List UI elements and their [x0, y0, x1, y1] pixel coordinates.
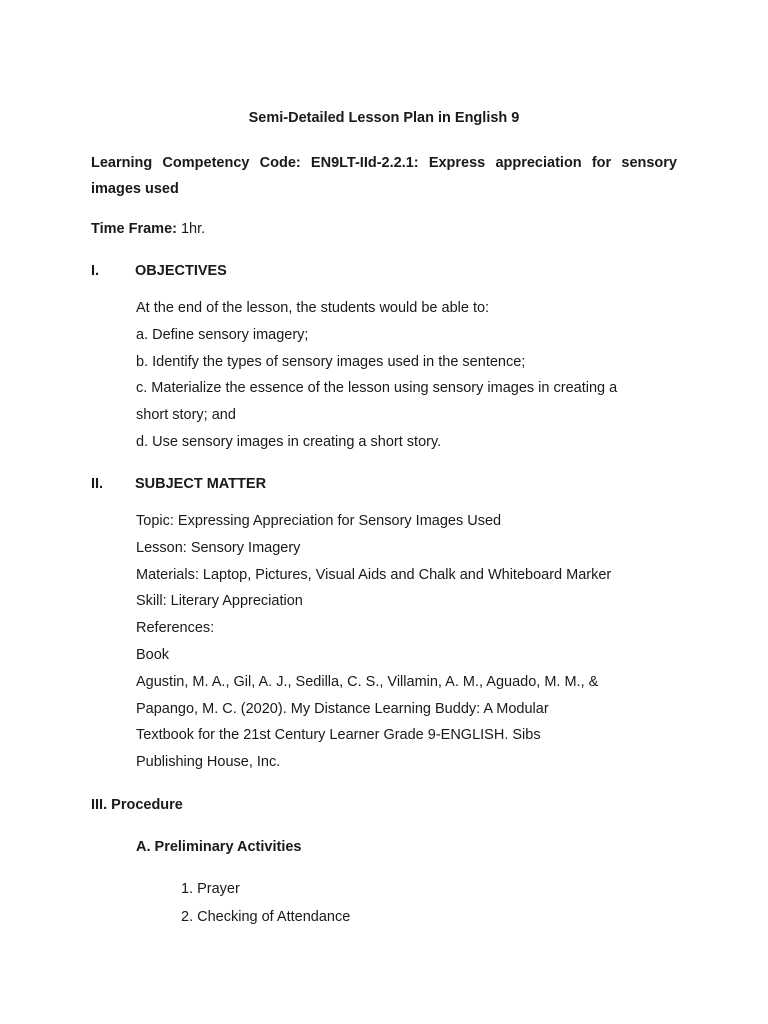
section-number: II. — [91, 476, 104, 492]
reference-citation: Publishing House, Inc. — [136, 754, 281, 771]
section-title: III. Procedure — [91, 797, 183, 813]
objective-item: c. Materialize the essence of the lesson using sensory images in creating a — [136, 380, 618, 397]
section-procedure-heading — [91, 796, 183, 814]
objectives-list — [136, 295, 617, 456]
preliminary-activities-heading: A. Preliminary Activities — [136, 839, 302, 855]
subject-matter-list — [136, 508, 611, 776]
time-frame — [91, 220, 205, 238]
subject-references-label: References: — [136, 620, 215, 637]
subject-lesson: Lesson: Sensory Imagery — [136, 539, 301, 556]
objective-item: b. Identify the types of sensory images used in the sentence; — [136, 353, 526, 370]
learning-competency: Learning Competency Code: EN9LT-IId-2.2.1: Express appreciation for sensory images used — [91, 155, 677, 197]
objective-item: d. Use sensory images in creating a short story. — [136, 433, 442, 450]
subject-materials: Materials: Laptop, Pictures, Visual Aids and Chalk and Whiteboard Marker — [136, 566, 612, 583]
section-title: OBJECTIVES — [135, 263, 227, 279]
subject-skill: Skill: Literary Appreciation — [136, 593, 303, 610]
document-title: Semi-Detailed Lesson Plan in English 9 — [248, 110, 520, 126]
objective-item: a. Define sensory imagery; — [136, 326, 309, 343]
section-objectives-heading — [91, 262, 227, 280]
time-frame-value: 1hr. — [176, 221, 206, 237]
objectives-intro: At the end of the lesson, the students would be able to: — [136, 300, 490, 316]
reference-citation: Textbook for the 21st Century Learner Grade 9-ENGLISH. Sibs — [136, 727, 541, 744]
subject-topic: Topic: Expressing Appreciation for Sensory Images Used — [136, 513, 502, 529]
section-title: SUBJECT MATTER — [135, 476, 267, 492]
section-number: I. — [91, 263, 100, 279]
time-frame-label: Time Frame: — [91, 221, 177, 237]
list-item: 1. Prayer — [181, 881, 240, 897]
reference-citation: Papango, M. C. (2020). My Distance Learning Buddy: A Modular — [136, 700, 549, 717]
subject-reference-type: Book — [136, 646, 170, 663]
objective-item-continued: short story; and — [136, 407, 236, 424]
reference-citation: Agustin, M. A., Gil, A. J., Sedilla, C. S., Villamin, A. M., Aguado, M. M., & — [136, 673, 599, 690]
preliminary-activities-list — [181, 875, 350, 931]
list-item: 2. Checking of Attendance — [181, 909, 351, 925]
section-subject-matter-heading — [91, 475, 266, 493]
